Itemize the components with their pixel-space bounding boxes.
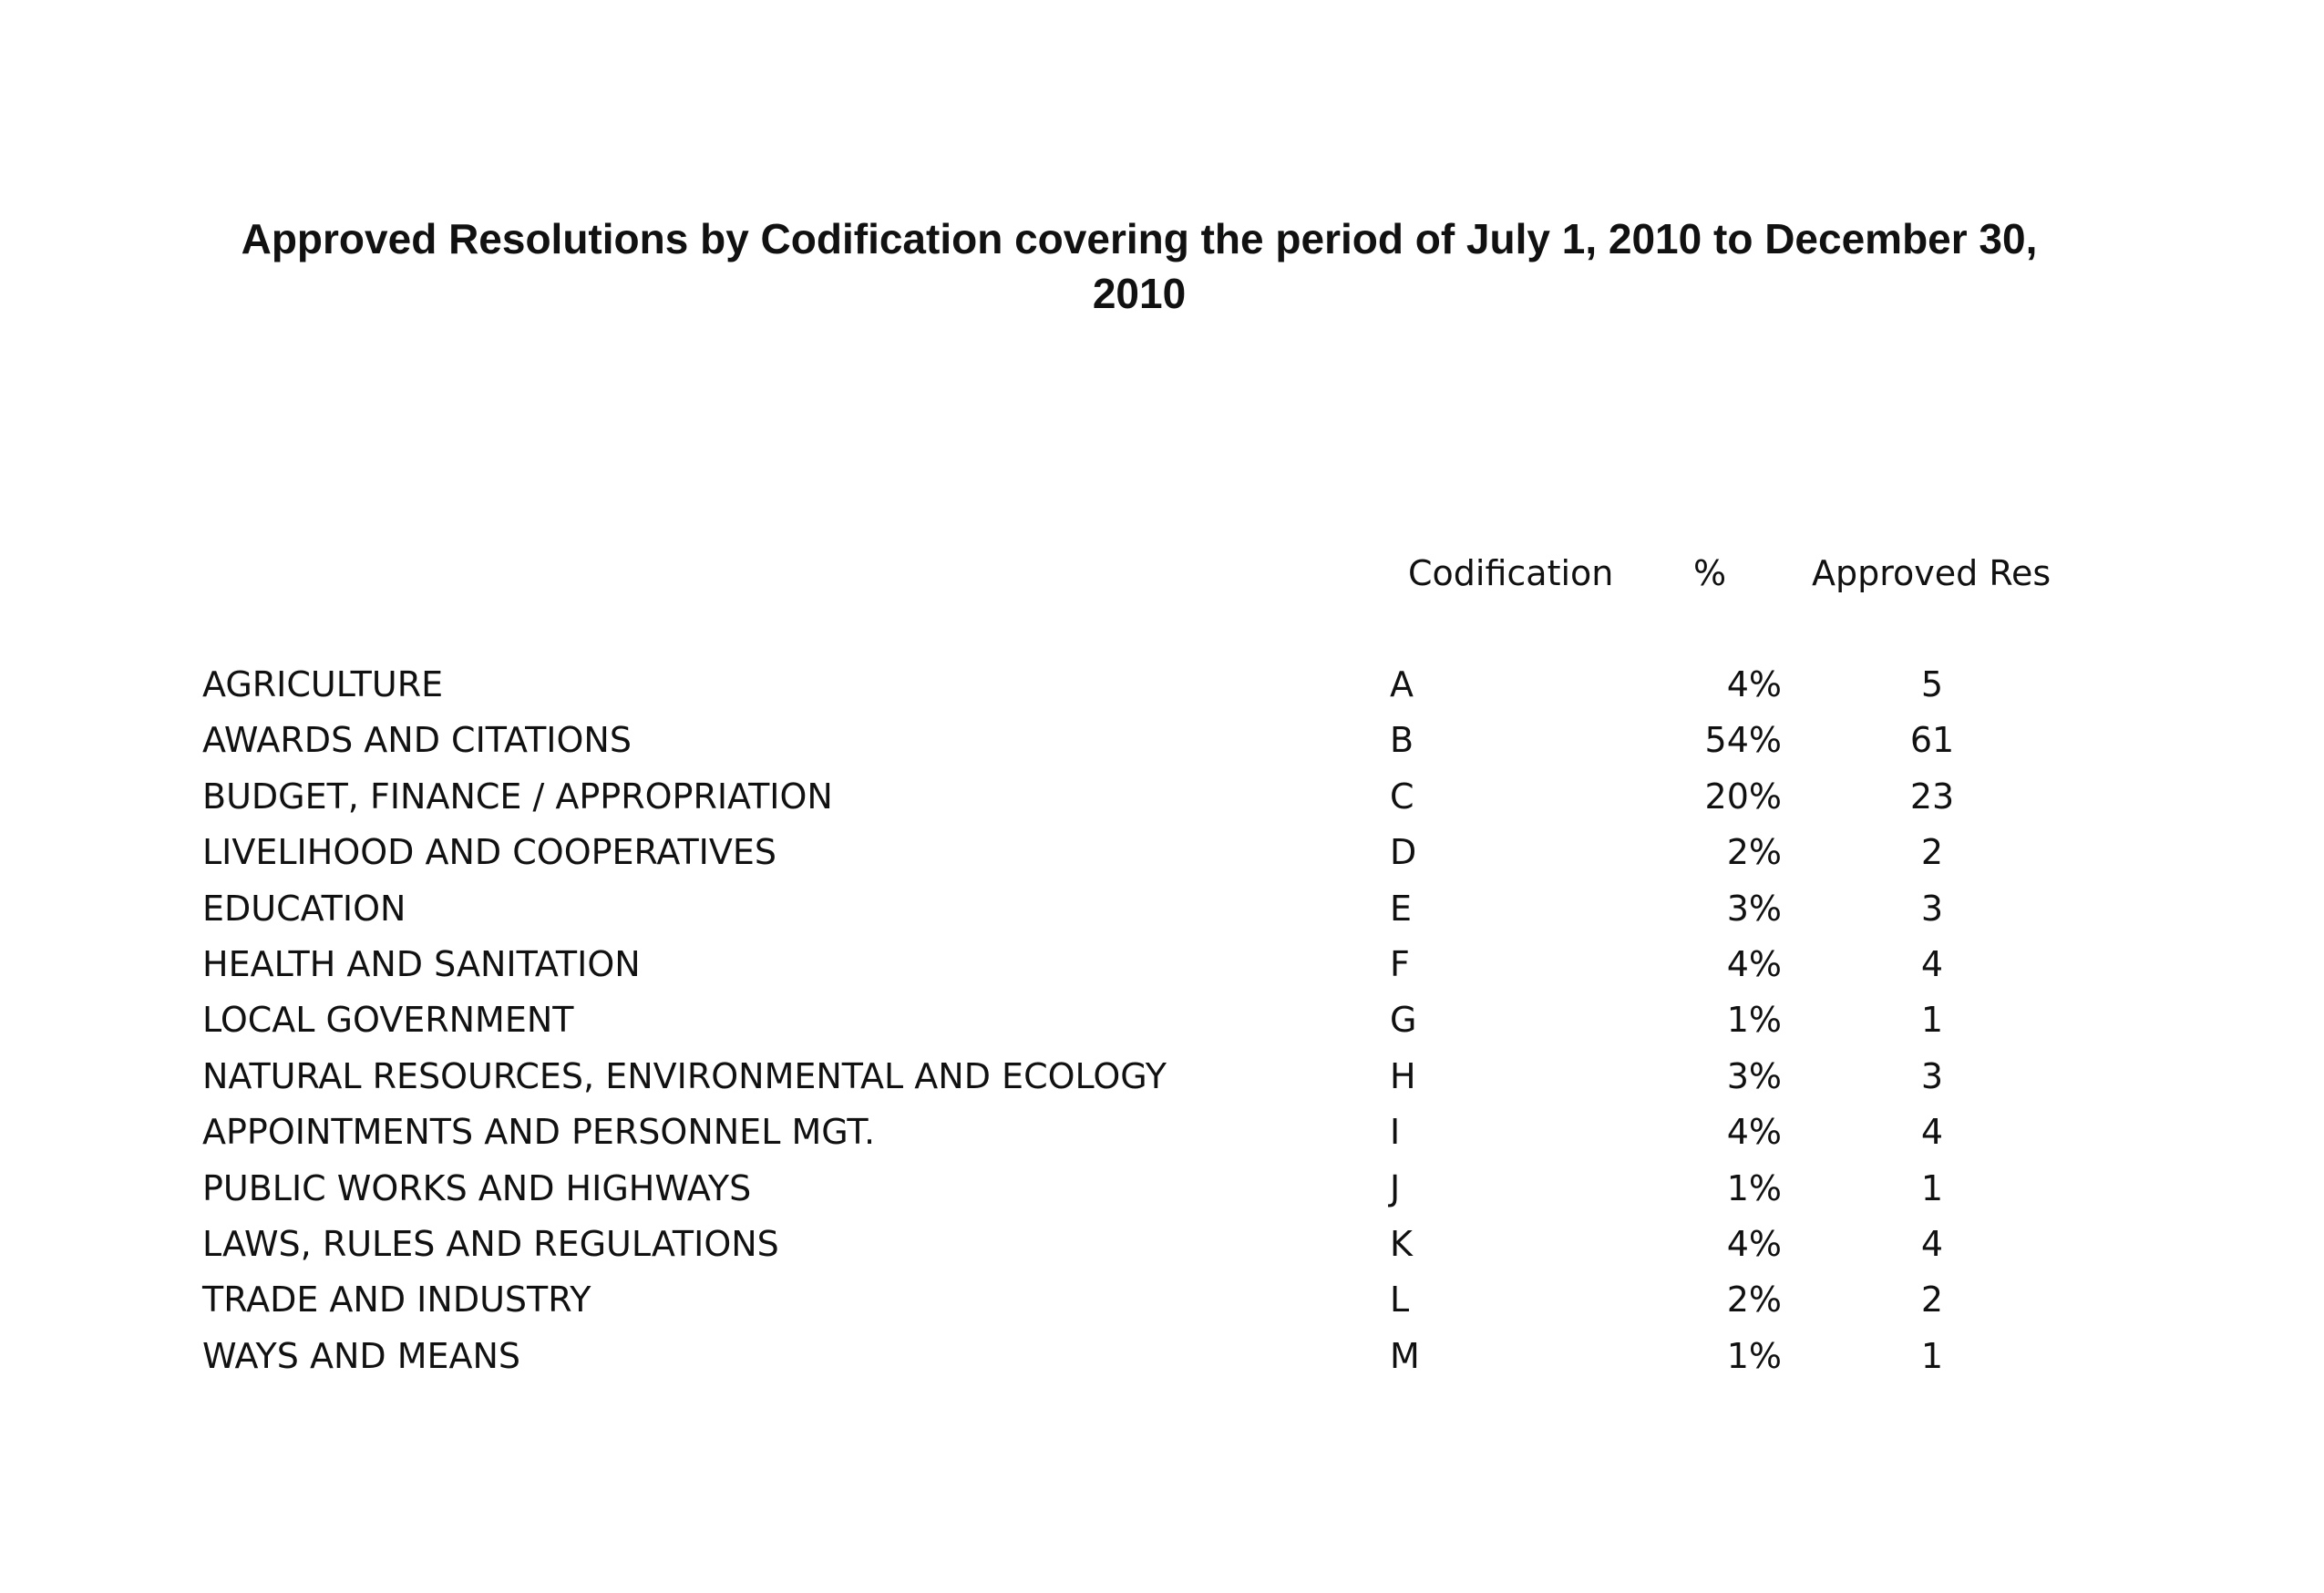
row-approved-count: 1 bbox=[1920, 1168, 1944, 1208]
row-percent: 1% bbox=[1726, 1000, 1782, 1040]
row-percent: 3% bbox=[1726, 889, 1782, 929]
row-name: WAYS AND MEANS bbox=[202, 1336, 521, 1376]
row-name: EDUCATION bbox=[202, 889, 406, 929]
row-percent: 4% bbox=[1726, 944, 1782, 984]
row-approved-count: 23 bbox=[1909, 776, 1955, 817]
row-name: AWARDS AND CITATIONS bbox=[202, 720, 632, 760]
header-percent: % bbox=[1693, 553, 1727, 593]
row-percent: 2% bbox=[1726, 832, 1782, 872]
row-code: E bbox=[1390, 889, 1413, 929]
row-code: F bbox=[1390, 944, 1410, 984]
row-approved-count: 4 bbox=[1920, 944, 1944, 984]
row-code: L bbox=[1390, 1280, 1410, 1320]
row-percent: 4% bbox=[1726, 1112, 1782, 1152]
row-approved-count: 4 bbox=[1920, 1112, 1944, 1152]
row-name: LOCAL GOVERNMENT bbox=[202, 1000, 574, 1040]
row-name: PUBLIC WORKS AND HIGHWAYS bbox=[202, 1168, 752, 1208]
row-approved-count: 61 bbox=[1909, 720, 1955, 760]
row-name: TRADE AND INDUSTRY bbox=[202, 1280, 591, 1320]
row-code: C bbox=[1390, 776, 1414, 817]
row-approved-count: 1 bbox=[1920, 1000, 1944, 1040]
row-percent: 1% bbox=[1726, 1168, 1782, 1208]
row-approved-count: 1 bbox=[1920, 1336, 1944, 1376]
row-approved-count: 3 bbox=[1920, 1056, 1944, 1096]
row-approved-count: 2 bbox=[1920, 832, 1944, 872]
row-percent: 2% bbox=[1726, 1280, 1782, 1320]
row-code: M bbox=[1390, 1336, 1420, 1376]
row-name: NATURAL RESOURCES, ENVIRONMENTAL AND ECOLOGY bbox=[202, 1056, 1167, 1096]
row-approved-count: 2 bbox=[1920, 1280, 1944, 1320]
header-codification: Codification bbox=[1408, 553, 1614, 593]
row-percent: 1% bbox=[1726, 1336, 1782, 1376]
row-percent: 4% bbox=[1726, 664, 1782, 704]
row-percent: 3% bbox=[1726, 1056, 1782, 1096]
row-name: AGRICULTURE bbox=[202, 664, 444, 704]
title-line-1: Approved Resolutions by Codification covering the period of July 1, 2010 to December 30, bbox=[241, 215, 2038, 262]
row-code: H bbox=[1390, 1056, 1416, 1096]
row-approved-count: 4 bbox=[1920, 1224, 1944, 1264]
row-approved-count: 3 bbox=[1920, 889, 1944, 929]
title-line-2: 2010 bbox=[1092, 270, 1187, 317]
row-percent: 20% bbox=[1704, 776, 1782, 817]
row-approved-count: 5 bbox=[1920, 664, 1944, 704]
row-name: LAWS, RULES AND REGULATIONS bbox=[202, 1224, 779, 1264]
row-code: G bbox=[1390, 1000, 1417, 1040]
document-title bbox=[182, 211, 2096, 321]
row-percent: 4% bbox=[1726, 1224, 1782, 1264]
row-code: K bbox=[1390, 1224, 1413, 1264]
row-name: APPOINTMENTS AND PERSONNEL MGT. bbox=[202, 1112, 876, 1152]
row-code: B bbox=[1390, 720, 1414, 760]
row-name: LIVELIHOOD AND COOPERATIVES bbox=[202, 832, 776, 872]
header-approved-res: Approved Res bbox=[1812, 553, 2051, 593]
row-code: I bbox=[1390, 1112, 1401, 1152]
row-name: HEALTH AND SANITATION bbox=[202, 944, 641, 984]
row-percent: 54% bbox=[1704, 720, 1782, 760]
row-code: D bbox=[1390, 832, 1417, 872]
row-code: A bbox=[1390, 664, 1414, 704]
row-code: J bbox=[1390, 1168, 1401, 1208]
row-name: BUDGET, FINANCE / APPROPRIATION bbox=[202, 776, 833, 817]
